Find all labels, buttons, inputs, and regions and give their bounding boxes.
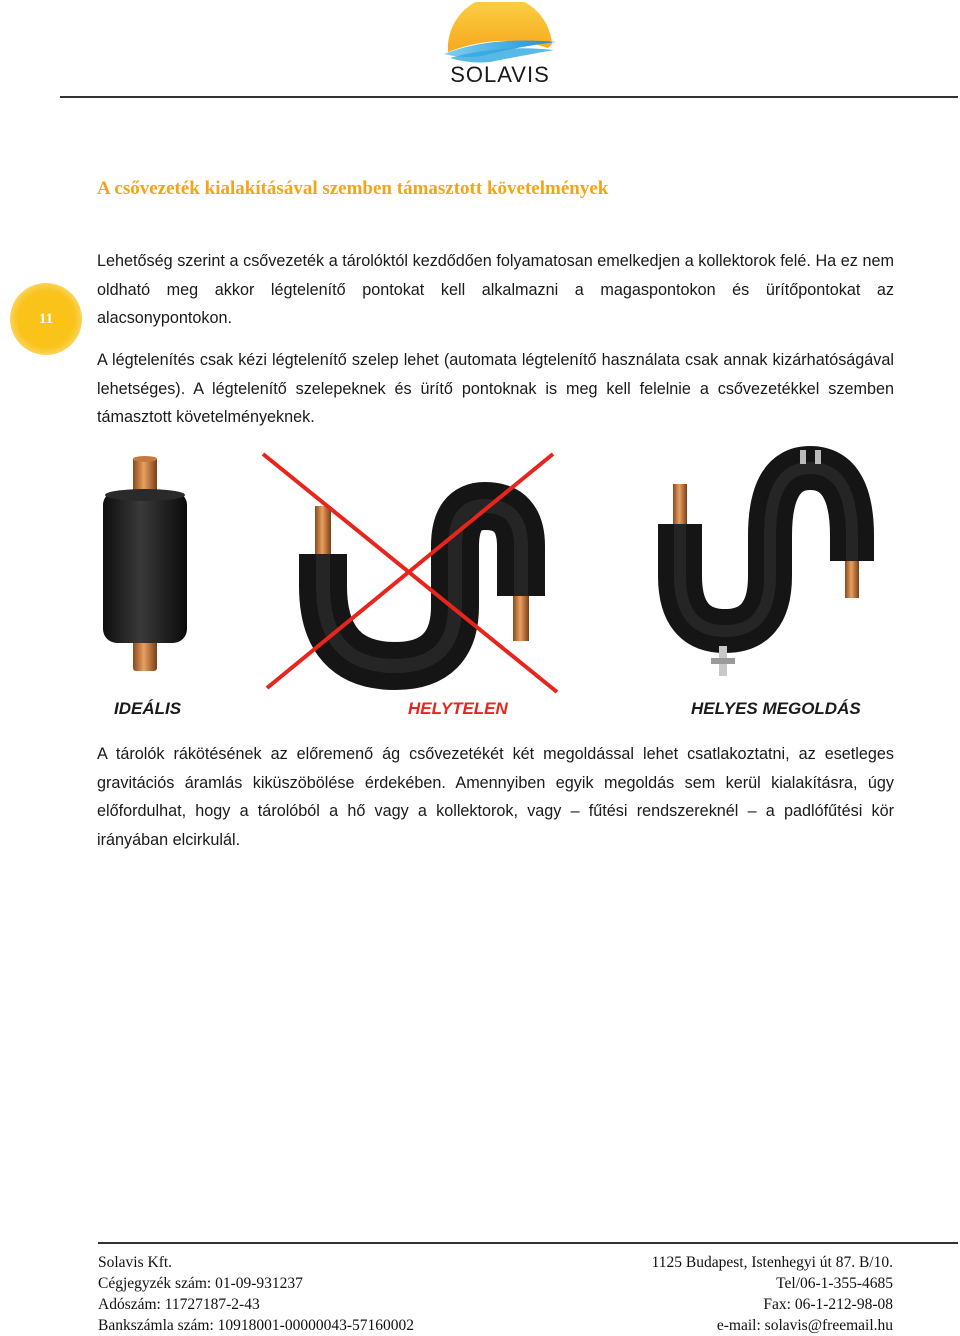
- caption-ideal: IDEÁLIS: [114, 699, 182, 718]
- footer-contact-info: [652, 1252, 893, 1336]
- paragraph-2: A légtelenítés csak kézi légtelenítő szelep lehet (automata légtelenítő használata csak annak kizárhatóságával lehetséges). A légtelenítő szelepeknek és ürítő pontoknak is meg kell felelnie a csővezetékkel szemben támasztott követelményeknek.: [97, 351, 894, 426]
- paragraph-3: A tárolók rákötésének az előremenő ág csővezetékét két megoldással lehet csatlakoztatni, az esetleges gravitációs áramlás kiküszöbölése érdekében. Amennyiben egyik megoldás sem kerül kialakításra, úgy előfordulhat, hogy a tárolóból a hő vagy a kollektorok, vagy – fűtési rendszereknél – a padlófűtési kör irányában elcirkulál.: [97, 745, 894, 849]
- page-number-badge: 11: [10, 283, 82, 355]
- footer-bank: Bankszámla szám: 10918001-00000043-57160002: [98, 1317, 414, 1334]
- footer-tax: Adószám: 11727187-2-43: [98, 1296, 260, 1313]
- footer-registration: Cégjegyzék szám: 01-09-931237: [98, 1275, 303, 1292]
- solavis-logo: [430, 2, 570, 90]
- footer-tel: Tel/06-1-355-4685: [776, 1275, 893, 1292]
- footer-address: 1125 Budapest, Istenhegyi út 87. B/10.: [651, 1254, 893, 1271]
- figure-ideal-pipe: [95, 455, 195, 675]
- paragraph-1: Lehetőség szerint a csővezeték a tárolóktól kezdődően folyamatosan emelkedjen a kollektorok felé. Ha ez nem oldható meg akkor légtelenítő pontokat kell alkalmazni a magaspontokon és ürítőpontokat az alacsonypontokon.: [97, 252, 894, 327]
- footer-fax: Fax: 06-1-212-98-08: [763, 1296, 893, 1313]
- footer-company: Solavis Kft.: [98, 1254, 173, 1271]
- caption-wrong: HELYTELEN: [408, 699, 508, 718]
- header-divider: [60, 96, 958, 98]
- logo-text: SOLAVIS: [450, 62, 550, 87]
- figure-wrong-pipe: [255, 446, 565, 696]
- section-title: A csővezeték kialakításával szemben támasztott követelmények: [97, 178, 609, 199]
- figure-correct-pipe: [645, 446, 875, 681]
- caption-correct: HELYES MEGOLDÁS: [691, 699, 861, 718]
- footer-divider: [98, 1242, 958, 1244]
- footer-company-info: [98, 1252, 414, 1336]
- footer-email[interactable]: e-mail: solavis@freemail.hu: [716, 1317, 893, 1334]
